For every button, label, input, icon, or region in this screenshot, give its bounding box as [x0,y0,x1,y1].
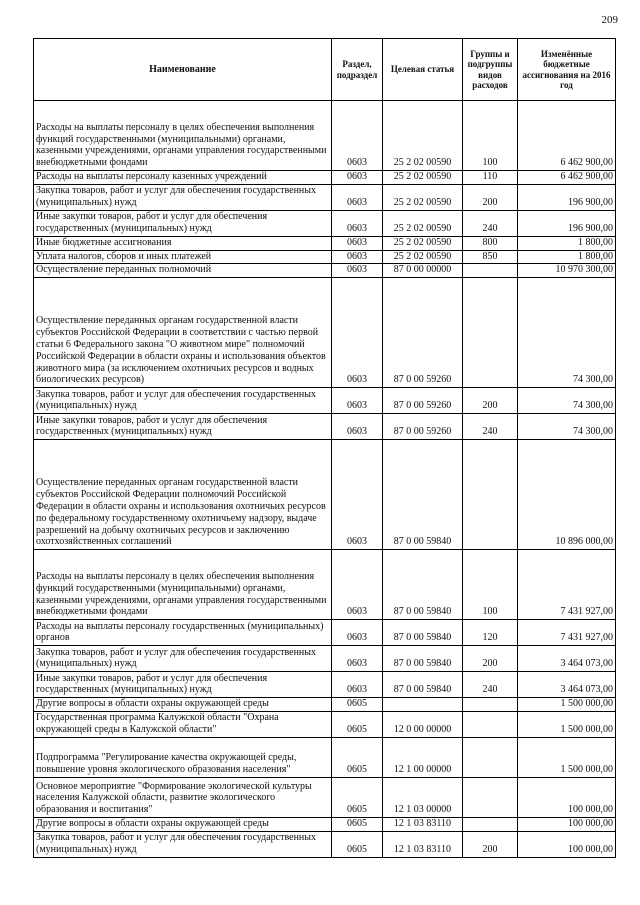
budget-table [33,38,616,858]
cell-target: 87 0 00 59260 [383,388,463,414]
header-name: Наименование [34,39,332,101]
cell-amount: 74 300,00 [518,414,616,440]
cell-amount: 1 800,00 [518,236,616,250]
cell-group: 240 [463,210,518,236]
cell-target: 87 0 00 59840 [383,550,463,620]
cell-section: 0605 [332,711,383,737]
cell-target: 12 0 00 00000 [383,711,463,737]
cell-target [383,698,463,712]
cell-name: Закупка товаров, работ и услуг для обеспечения государственных (муниципальных) нужд [34,184,332,210]
cell-amount: 3 464 073,00 [518,672,616,698]
table-row [34,737,616,777]
cell-section: 0603 [332,101,383,171]
cell-name: Осуществление переданных полномочий [34,264,332,278]
cell-group [463,264,518,278]
cell-target: 87 0 00 59840 [383,440,463,550]
table-row [34,620,616,646]
cell-group: 120 [463,620,518,646]
cell-amount: 10 896 000,00 [518,440,616,550]
cell-group: 240 [463,414,518,440]
table-row [34,278,616,388]
table-row [34,171,616,185]
table-row [34,184,616,210]
cell-target: 12 1 03 83110 [383,831,463,857]
cell-target: 12 1 03 83110 [383,817,463,831]
cell-name: Подпрограмма "Регулирование качества окружающей среды, повышение уровня экологического образования населения" [34,737,332,777]
table-row [34,264,616,278]
cell-group: 200 [463,646,518,672]
cell-amount: 196 900,00 [518,184,616,210]
cell-amount: 1 800,00 [518,250,616,264]
table-row [34,831,616,857]
cell-group: 100 [463,101,518,171]
table-row [34,210,616,236]
cell-target: 87 0 00 59840 [383,620,463,646]
cell-target: 87 0 00 00000 [383,264,463,278]
cell-amount: 196 900,00 [518,210,616,236]
cell-section: 0603 [332,672,383,698]
cell-section: 0603 [332,646,383,672]
cell-amount: 7 431 927,00 [518,620,616,646]
cell-section: 0603 [332,236,383,250]
cell-target: 87 0 00 59260 [383,278,463,388]
cell-group [463,737,518,777]
cell-name: Уплата налогов, сборов и иных платежей [34,250,332,264]
cell-section: 0603 [332,171,383,185]
cell-group: 240 [463,672,518,698]
cell-name: Расходы на выплаты персоналу в целях обеспечения выполнения функций государственными (муниципальными) органами, казенными учреждениями, органами управления государственными внебюджетными фондами [34,101,332,171]
cell-target: 25 2 02 00590 [383,250,463,264]
cell-target: 87 0 00 59840 [383,646,463,672]
cell-name: Расходы на выплаты персоналу казенных учреждений [34,171,332,185]
cell-name: Иные закупки товаров, работ и услуг для обеспечения государственных (муниципальных) нужд [34,210,332,236]
cell-group: 200 [463,831,518,857]
cell-section: 0605 [332,777,383,817]
cell-name: Осуществление переданных органам государственной власти субъектов Российской Федерации в соответствии с частью первой статьи 6 Федерального закона "О животном мире" полномочий Российской Федерации в области охраны и использования объектов животного мира (за исключением охотничьих ресурсов и водных биологических ресурсов) [34,278,332,388]
page-number: 209 [601,14,618,26]
cell-target: 25 2 02 00590 [383,171,463,185]
cell-name: Расходы на выплаты персоналу государственных (муниципальных) органов [34,620,332,646]
cell-target: 12 1 00 00000 [383,737,463,777]
cell-amount: 1 500 000,00 [518,698,616,712]
cell-target: 87 0 00 59260 [383,414,463,440]
cell-name: Закупка товаров, работ и услуг для обеспечения государственных (муниципальных) нужд [34,646,332,672]
cell-amount: 100 000,00 [518,831,616,857]
cell-amount: 6 462 900,00 [518,171,616,185]
cell-group: 100 [463,550,518,620]
table-row [34,388,616,414]
cell-section: 0605 [332,737,383,777]
table-row [34,440,616,550]
cell-amount: 1 500 000,00 [518,737,616,777]
cell-group [463,777,518,817]
cell-section: 0603 [332,550,383,620]
cell-group: 110 [463,171,518,185]
cell-amount: 100 000,00 [518,777,616,817]
cell-target: 12 1 03 00000 [383,777,463,817]
cell-target: 25 2 02 00590 [383,184,463,210]
cell-section: 0603 [332,414,383,440]
cell-amount: 1 500 000,00 [518,711,616,737]
table-header [34,39,616,101]
cell-amount: 100 000,00 [518,817,616,831]
table-row [34,101,616,171]
cell-group: 800 [463,236,518,250]
cell-section: 0603 [332,210,383,236]
cell-section: 0605 [332,831,383,857]
table-row [34,646,616,672]
cell-amount: 74 300,00 [518,278,616,388]
table-row [34,817,616,831]
cell-group: 200 [463,388,518,414]
cell-name: Расходы на выплаты персоналу в целях обеспечения выполнения функций государственными (муниципальными) органами, казенными учреждениями, органами управления государственными внебюджетными фондами [34,550,332,620]
cell-section: 0603 [332,388,383,414]
cell-group [463,711,518,737]
cell-group [463,278,518,388]
cell-name: Осуществление переданных органам государственной власти субъектов Российской Федерации полномочий Российской Федерации в области охраны и использования охотничьих ресурсов по федеральному государственному охотничьему надзору, выдаче разрешений на добычу охотничьих ресурсов и заключению охотхозяйственных соглашений [34,440,332,550]
cell-section: 0603 [332,264,383,278]
cell-amount: 3 464 073,00 [518,646,616,672]
header-group: Группы и подгруппы видов расходов [463,39,518,101]
cell-target: 25 2 02 00590 [383,101,463,171]
cell-name: Другие вопросы в области охраны окружающей среды [34,817,332,831]
cell-group: 200 [463,184,518,210]
table-row [34,672,616,698]
header-target: Целевая статья [383,39,463,101]
cell-group [463,817,518,831]
table-row [34,236,616,250]
cell-section: 0603 [332,250,383,264]
cell-name: Иные закупки товаров, работ и услуг для обеспечения государственных (муниципальных) нужд [34,414,332,440]
cell-amount: 7 431 927,00 [518,550,616,620]
cell-name: Другие вопросы в области охраны окружающей среды [34,698,332,712]
cell-section: 0603 [332,620,383,646]
cell-name: Государственная программа Калужской области "Охрана окружающей среды в Калужской области" [34,711,332,737]
table-row [34,550,616,620]
cell-name: Иные бюджетные ассигнования [34,236,332,250]
cell-name: Закупка товаров, работ и услуг для обеспечения государственных (муниципальных) нужд [34,388,332,414]
table-row [34,711,616,737]
cell-section: 0603 [332,184,383,210]
cell-target: 25 2 02 00590 [383,210,463,236]
cell-name: Основное мероприятие "Формирование экологической культуры населения Калужской области, развитие экологического образования и воспитания" [34,777,332,817]
cell-section: 0605 [332,698,383,712]
table-row [34,414,616,440]
header-section: Раздел, подраздел [332,39,383,101]
cell-target: 25 2 02 00590 [383,236,463,250]
cell-target: 87 0 00 59840 [383,672,463,698]
cell-group: 850 [463,250,518,264]
table-body [34,101,616,858]
cell-section: 0605 [332,817,383,831]
cell-amount: 6 462 900,00 [518,101,616,171]
cell-name: Иные закупки товаров, работ и услуг для обеспечения государственных (муниципальных) нужд [34,672,332,698]
header-amount: Изменённые бюджетные ассигнования на 2016 год [518,39,616,101]
table-row [34,698,616,712]
cell-amount: 74 300,00 [518,388,616,414]
cell-section: 0603 [332,278,383,388]
cell-group [463,698,518,712]
cell-section: 0603 [332,440,383,550]
table-row [34,250,616,264]
table-row [34,777,616,817]
cell-group [463,440,518,550]
cell-amount: 10 970 300,00 [518,264,616,278]
cell-name: Закупка товаров, работ и услуг для обеспечения государственных (муниципальных) нужд [34,831,332,857]
